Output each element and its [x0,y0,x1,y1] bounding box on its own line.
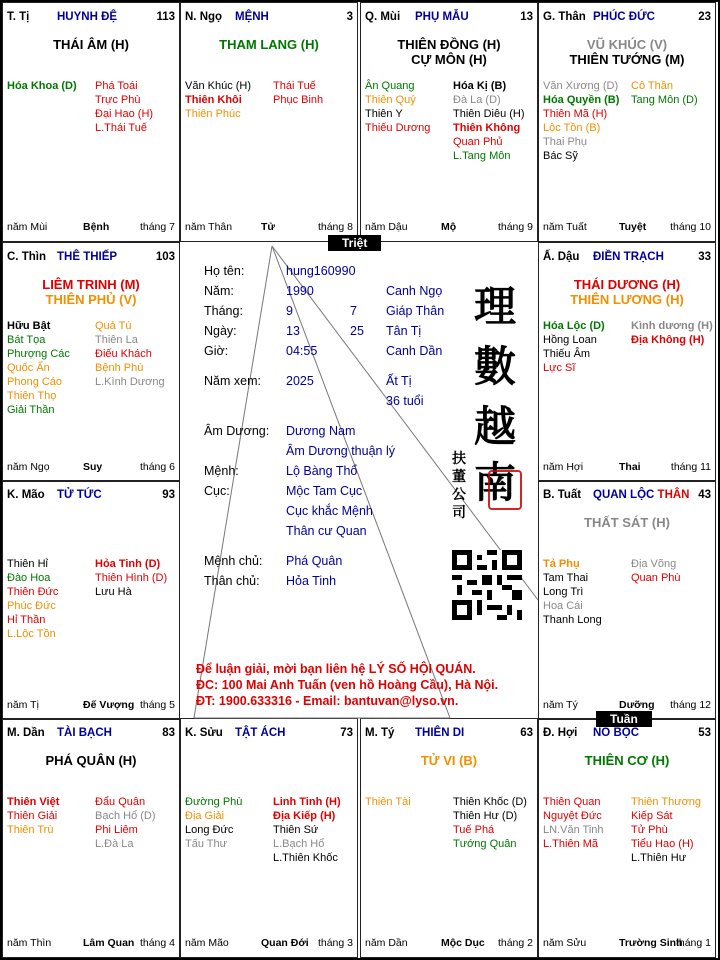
minor-star: L.Bạch Hổ [273,838,325,850]
palace-term: Dưỡng [619,699,655,711]
label-year: Năm: [204,284,234,298]
palace-name: PHÚC ĐỨC [593,11,655,23]
main-star: LIÊM TRINH (M) [42,277,140,292]
palace-number: 93 [162,489,175,501]
palace-position: B. Tuất [543,489,582,501]
minor-star: Phi Liêm [95,824,138,836]
palace-name: HUYNH ĐỆ [57,11,118,23]
palace-term: Mộc Dục [441,937,485,949]
main-star: PHÁ QUÂN (H) [45,753,137,768]
minor-star: Thiếu Dương [365,122,431,134]
palace-number: 3 [346,11,353,23]
minor-star: Thiên Y [365,108,403,120]
value-day-cc: Tân Tị [386,324,422,338]
palace-position: M. Tý [365,727,395,739]
main-star: THIÊN LƯƠNG (H) [570,292,684,307]
palace-year: năm Tý [543,699,578,711]
minor-star: L.Kình Dương [95,376,165,388]
label-menh-chu: Mệnh chủ: [204,554,263,568]
palace-number: 43 [698,489,711,501]
palace-year: năm Mùi [7,221,48,233]
palace-term: Quan Đới [261,937,309,949]
tuan-tag: Tuần [596,711,652,727]
side-callig: 扶 董 公 司 [452,451,466,521]
value-menh: Lộ Bàng Thổ [286,464,358,478]
label-cuc: Cục: [204,484,230,498]
palace-name: TỬ TỨC [57,489,102,501]
palace-number: 23 [698,11,711,23]
minor-star: Thiên Thọ [7,390,57,402]
label-view-year: Năm xem: [204,374,261,388]
palace-month: tháng 2 [497,937,533,949]
minor-star: L.Thái Tuế [95,122,147,134]
than-marker: THÂN [657,489,690,501]
minor-star: Tiểu Hao (H) [631,838,694,850]
palace-month: tháng 9 [497,221,533,233]
palace-term: Đế Vượng [83,699,135,711]
minor-star: Hỉ Thần [7,614,46,626]
palace-year: năm Thân [185,221,233,233]
value-month: 9 [286,304,293,318]
main-star: THIÊN ĐỒNG (H) [397,37,501,52]
palace-year: năm Dậu [365,221,408,233]
minor-star: Điếu Khách [95,348,152,360]
palace-term: Thai [619,461,641,473]
minor-star: Thiên Mã (H) [543,108,608,120]
palace-number: 73 [340,727,353,739]
value-menh-chu: Phá Quân [286,554,343,568]
palace-year: năm Thìn [7,937,52,949]
minor-star: Đại Hao (H) [95,108,154,120]
value-hour-cc: Canh Dần [386,344,443,358]
value-year: 1990 [286,284,314,298]
palace-position: K. Mão [7,489,45,501]
palace-position: G. Thân [543,11,586,23]
value-amduong: Dương Nam [286,424,356,438]
minor-star: Tam Thai [543,572,589,584]
minor-star: Thiếu Âm [543,348,591,360]
minor-star: Thai Phụ [543,136,588,148]
minor-star: Long Trì [543,586,584,598]
palace-term: Tuyệt [619,221,647,233]
minor-star: Hoa Cái [543,600,583,612]
minor-star: Đào Hoa [7,572,51,584]
label-menh: Mệnh: [204,464,239,478]
main-star: THÁI DƯƠNG (H) [573,277,681,292]
palace-month: tháng 8 [317,221,353,233]
minor-star: Địa Kiếp (H) [273,810,336,822]
minor-star: Phúc Đức [7,600,56,612]
minor-star: Thiên Quý [365,94,416,106]
main-star: THIÊN TƯỚNG (M) [569,52,685,67]
minor-star: Thiên Giải [7,810,58,822]
main-star: THAM LANG (H) [219,37,319,52]
minor-star: Văn Khúc (H) [185,80,252,92]
value-view-year: 2025 [286,374,314,388]
minor-star: Địa Võng [631,558,677,570]
palace-name: PHỤ MẪU [415,11,469,23]
minor-star: Đà La (D) [453,94,501,106]
minor-star: L.Đà La [95,838,134,850]
minor-star: Thiên La [95,334,138,346]
minor-star: L.Lộc Tồn [7,628,56,640]
minor-star: Tấu Thư [185,838,228,850]
label-than-chu: Thân chủ: [204,574,260,588]
minor-star: Lưu Hà [95,586,132,598]
callig-char-1: 理 [474,282,517,331]
value-hour: 04:55 [286,344,318,358]
minor-star: Kiếp Sát [631,810,673,822]
palace-month: tháng 10 [670,221,711,233]
palace-name: ĐIỀN TRẠCH [593,251,664,263]
minor-star: Thiên Sứ [273,824,319,836]
minor-star: Thiên Khôi [185,94,242,106]
minor-star: Thiên Hư (D) [453,810,518,822]
minor-star: Thái Tuế [273,80,316,92]
main-star: VŨ KHÚC (V) [586,37,668,52]
minor-star: Linh Tinh (H) [273,796,341,808]
value-age: 36 tuổi [386,394,424,408]
palace-name: THÊ THIẾP [57,251,118,263]
minor-star: Ân Quang [365,80,415,92]
minor-star: Bệnh Phù [95,362,144,374]
palace-number: 103 [155,251,175,263]
minor-star: LN.Văn Tinh [543,824,604,836]
palace-year: năm Tuất [543,221,587,233]
label-name: Họ tên: [204,264,245,278]
minor-star: Hóa Lộc (D) [543,320,605,332]
value-view-year-cc: Ất Tị [386,374,412,388]
minor-star: Thiên Đức [7,586,59,598]
minor-star: L.Thiên Hư [631,852,687,864]
minor-star: Lực Sĩ [543,362,576,374]
palace-month: tháng 4 [139,937,175,949]
value-month-lunar: 7 [350,304,357,318]
palace-number: 33 [698,251,711,263]
palace-month: tháng 1 [675,937,711,949]
info-panel [182,242,540,718]
palace-name: TÀI BẠCH [57,727,112,739]
minor-star: Tả Phụ [543,558,580,570]
value-year-cc: Canh Ngọ [386,284,443,298]
minor-star: Thiên Trù [7,824,54,836]
palace-position: Đ. Hợi [543,727,578,739]
palace-term: Suy [83,461,103,473]
palace-name: MỆNH [235,11,269,23]
minor-star: Phá Toái [95,80,138,92]
contact-line-3: ĐT: 1900.633316 - Email: bantuvan@lyso.vn. [196,694,459,708]
minor-star: Thiên Việt [7,796,60,808]
palace-name: THIÊN DI [415,727,465,739]
minor-star: Địa Không (H) [631,334,705,346]
value-than-chu: Hỏa Tinh [286,574,337,588]
palace-name: NÔ BỘC [593,727,639,739]
minor-star: Thiên Hỉ [7,558,48,570]
label-hour: Giờ: [204,344,229,358]
palace-term: Lâm Quan [83,937,135,949]
palace-month: tháng 11 [670,461,711,473]
triet-tag: Triệt [328,235,381,251]
contact-line-2: ĐC: 100 Mai Anh Tuấn (ven hồ Hoàng Cầu), Hà Nội. [196,678,499,692]
minor-star: Thiên Khốc (D) [453,796,527,808]
value-amduong2: Âm Dương thuận lý [286,444,395,458]
minor-star: Quốc Ấn [7,362,50,374]
minor-star: Nguyệt Đức [543,810,602,822]
minor-star: Văn Xương (D) [543,80,619,92]
palace-year: năm Dần [365,937,408,949]
minor-star: Địa Giải [185,810,225,822]
palace-position: K. Sửu [185,727,223,739]
palace-year: năm Mão [185,937,229,949]
value-day: 13 [286,324,300,338]
palace-year: năm Tị [7,699,39,711]
palace-name: TẬT ÁCH [235,727,286,739]
palace-name: QUAN LỘC THÂN [593,489,690,501]
main-star: THIÊN PHỦ (V) [45,292,137,307]
palace-month: tháng 3 [317,937,353,949]
value-cuc2: Cục khắc Mệnh [286,504,373,518]
minor-star: Tuế Phá [453,824,495,836]
minor-star: Tướng Quân [453,838,517,850]
minor-star: Thiên Phúc [185,108,241,120]
minor-star: Quan Phù [631,572,681,584]
palace-number: 13 [520,11,533,23]
main-star: TỬ VI (B) [420,753,478,768]
label-amduong: Âm Dương: [204,424,270,438]
palace-position: Q. Mùi [365,11,401,23]
minor-star: Hóa Khoa (D) [7,80,77,92]
minor-star: Trực Phù [95,94,141,106]
palace-position: M. Dần [7,727,45,739]
callig-char-4: 南 [474,458,517,507]
palace-year: năm Hợi [543,461,584,473]
contact-line-1: Để luận giải, mời bạn liên hệ LÝ SỐ HỘI QUÁN. [196,662,476,676]
callig-char-3: 越 [474,402,517,451]
palace-position: N. Ngọ [185,11,223,23]
label-month: Tháng: [204,304,243,318]
minor-star: L.Thiên Mã [543,838,599,850]
main-star: CỰ MÔN (H) [411,52,487,67]
minor-star: Thiên Không [453,122,521,134]
minor-star: Tang Môn (D) [631,94,698,106]
minor-star: Thiên Hình (D) [95,572,168,584]
minor-star: Đường Phù [185,796,243,808]
minor-star: Bạch Hổ (D) [95,810,156,822]
palace-number: 63 [520,727,533,739]
value-name: hung160990 [286,264,356,278]
minor-star: Thiên Thương [631,796,702,808]
minor-star: Giải Thần [7,404,55,416]
minor-star: Thiên Diêu (H) [453,108,525,120]
minor-star: Thanh Long [543,614,602,626]
minor-star: L.Tang Môn [453,150,511,162]
minor-star: Phượng Các [7,348,70,360]
minor-star: Hỏa Tinh (D) [95,558,161,570]
minor-star: Cô Thần [631,80,673,92]
minor-star: Hóa Kị (B) [453,80,507,92]
minor-star: Hồng Loan [543,334,597,346]
palace-month: tháng 7 [139,221,175,233]
callig-char-2: 數 [474,342,517,391]
minor-star: Tử Phù [631,824,668,836]
palace-term: Mộ [441,221,457,233]
value-day-lunar: 25 [350,324,364,338]
minor-star: Hóa Quyền (B) [543,94,620,106]
palace-year: năm Ngọ [7,461,50,473]
minor-star: Quả Tú [95,320,132,332]
main-star: THIÊN CƠ (H) [584,753,670,768]
minor-star: Bát Tọa [7,334,46,346]
minor-star: Phục Binh [273,94,324,106]
minor-star: Thiên Quan [543,796,601,808]
minor-star: L.Thiên Khốc [273,852,338,864]
value-cuc3: Thân cư Quan [286,524,367,538]
palace-number: 53 [698,727,711,739]
minor-star: Bác Sỹ [543,150,578,162]
main-star: THÁI ÂM (H) [53,37,129,52]
value-month-cc: Giáp Thân [386,304,445,318]
palace-position: C. Thìn [7,251,46,263]
palace-term: Tử [261,221,276,233]
minor-star: Hữu Bật [7,320,51,332]
minor-star: Lộc Tồn (B) [543,122,601,134]
seal-stamp [488,470,522,510]
palace-month: tháng 12 [670,699,711,711]
minor-star: Quan Phủ [453,136,503,148]
palace-number: 83 [162,727,175,739]
palace-year: năm Sửu [543,937,587,949]
minor-star: Kình dương (H) [631,320,713,332]
label-day: Ngày: [204,324,237,338]
main-star: THẤT SÁT (H) [584,515,670,530]
palace-month: tháng 6 [139,461,175,473]
palace-position: Ấ. Dậu [543,251,580,263]
qr-code [452,550,522,620]
minor-star: Long Đức [185,824,234,836]
palace-term: Trường Sinh [619,937,683,949]
palace-term: Bệnh [83,221,110,233]
minor-star: Thiên Tài [365,796,411,808]
palace-position: T. Tị [7,11,30,23]
palace-month: tháng 5 [139,699,175,711]
minor-star: Phong Cáo [7,376,63,388]
value-cuc: Mộc Tam Cục [286,484,363,498]
minor-star: Đẩu Quân [95,796,146,808]
palace-number: 113 [156,11,175,23]
